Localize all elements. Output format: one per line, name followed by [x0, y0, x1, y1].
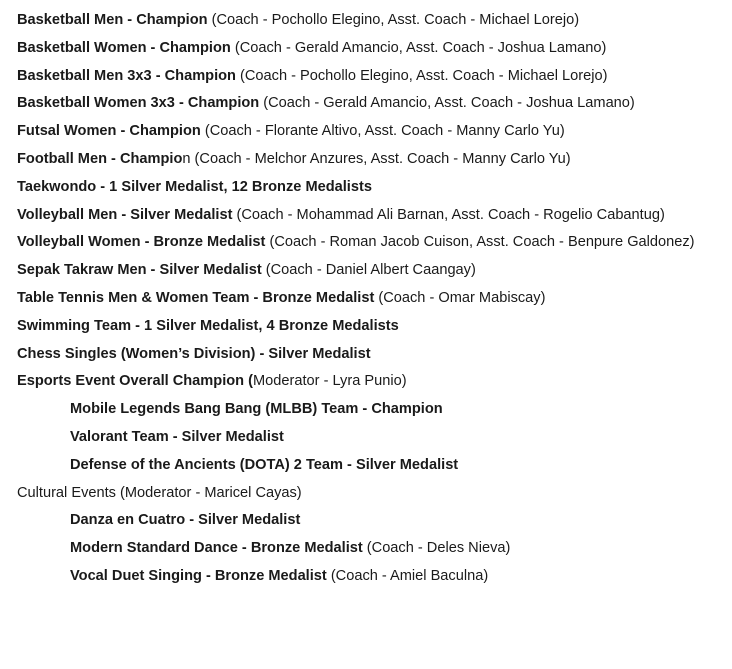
entry-sepak-takraw-men [17, 257, 703, 285]
entry-title: Volleyball Men - Silver Medalist [17, 206, 233, 223]
entry-title: Basketball Men 3x3 - Champion [17, 67, 236, 84]
entry-valorant-team [17, 424, 703, 452]
achievements-list [0, 7, 732, 591]
entry-chess-singles [17, 341, 703, 369]
entry-dota2-team [17, 452, 703, 480]
entry-futsal-women [17, 118, 703, 146]
entry-taekwondo [17, 174, 703, 202]
entry-basketball-women-3x3 [17, 90, 703, 118]
entry-basketball-men [17, 7, 703, 35]
entry-detail: (Coach - Gerald Amancio, Asst. Coach - Joshua Lamano) [230, 39, 607, 56]
entry-danza-en-cuatro [17, 507, 703, 535]
entry-title: Basketball Women - Champion [17, 39, 231, 56]
entry-title: Valorant Team - Silver Medalist [70, 428, 284, 445]
entry-detail: (Coach - Amiel Baculna) [326, 567, 489, 584]
entry-detail: (Coach - Deles Nieva) [362, 540, 511, 557]
entry-detail: (Coach - Pochollo Elegino, Asst. Coach - Michael Lorejo) [235, 67, 608, 84]
entry-detail: (Coach - Daniel Albert Caangay) [261, 262, 476, 279]
entry-mlbb-team [17, 396, 703, 424]
entry-title: Sepak Takraw Men - Silver Medalist [17, 262, 262, 279]
entry-title: Volleyball Women - Bronze Medalist [17, 234, 266, 251]
entry-title: Chess Singles (Women’s Division) - Silver Medalist [17, 345, 371, 362]
entry-title: Vocal Duet Singing - Bronze Medalist [70, 567, 327, 584]
entry-basketball-men-3x3 [17, 63, 703, 91]
entry-detail: (Coach - Omar Mabiscay) [374, 289, 546, 306]
entry-title: Taekwondo - 1 Silver Medalist, 12 Bronze Medalists [17, 178, 372, 195]
entry-title: Mobile Legends Bang Bang (MLBB) Team - Champion [70, 401, 443, 418]
entry-detail: (Coach - Florante Altivo, Asst. Coach - Manny Carlo Yu) [200, 123, 565, 140]
entry-modern-standard-dance [17, 535, 703, 563]
entry-detail: n (Coach - Melchor Anzures, Asst. Coach - Manny Carlo Yu) [182, 150, 571, 167]
entry-volleyball-men [17, 202, 703, 230]
entry-detail: (Coach - Roman Jacob Cuison, Asst. Coach - Benpure Galdonez) [265, 234, 695, 251]
entry-title: Esports Event Overall Champion ( [17, 373, 253, 390]
entry-detail: (Coach - Gerald Amancio, Asst. Coach - Joshua Lamano) [259, 95, 635, 112]
entry-title: Swimming Team - 1 Silver Medalist, 4 Bronze Medalists [17, 317, 399, 334]
entry-table-tennis [17, 285, 703, 313]
entry-detail: Cultural Events (Moderator - Maricel Cayas) [17, 484, 302, 501]
entry-title: Defense of the Ancients (DOTA) 2 Team - Silver Medalist [70, 456, 459, 473]
entry-detail: Moderator - Lyra Punio) [253, 373, 407, 390]
entry-swimming-team [17, 313, 703, 341]
entry-title: Futsal Women - Champion [17, 123, 201, 140]
entry-esports [17, 368, 703, 396]
entry-title: Football Men - Champio [17, 150, 183, 167]
entry-title: Danza en Cuatro - Silver Medalist [70, 512, 301, 529]
entry-vocal-duet-singing [17, 563, 703, 591]
entry-volleyball-women [17, 229, 703, 257]
entry-title: Basketball Women 3x3 - Champion [17, 95, 260, 112]
entry-title: Table Tennis Men & Women Team - Bronze Medalist [17, 289, 375, 306]
entry-basketball-women [17, 35, 703, 63]
entry-detail: (Coach - Pochollo Elegino, Asst. Coach - Michael Lorejo) [207, 12, 580, 28]
entry-football-men [17, 146, 703, 174]
entry-title: Modern Standard Dance - Bronze Medalist [70, 540, 363, 557]
entry-cultural-events [17, 480, 703, 508]
entry-title: Basketball Men - Champion [17, 12, 208, 28]
entry-detail: (Coach - Mohammad Ali Barnan, Asst. Coach - Rogelio Cabantug) [232, 206, 665, 223]
